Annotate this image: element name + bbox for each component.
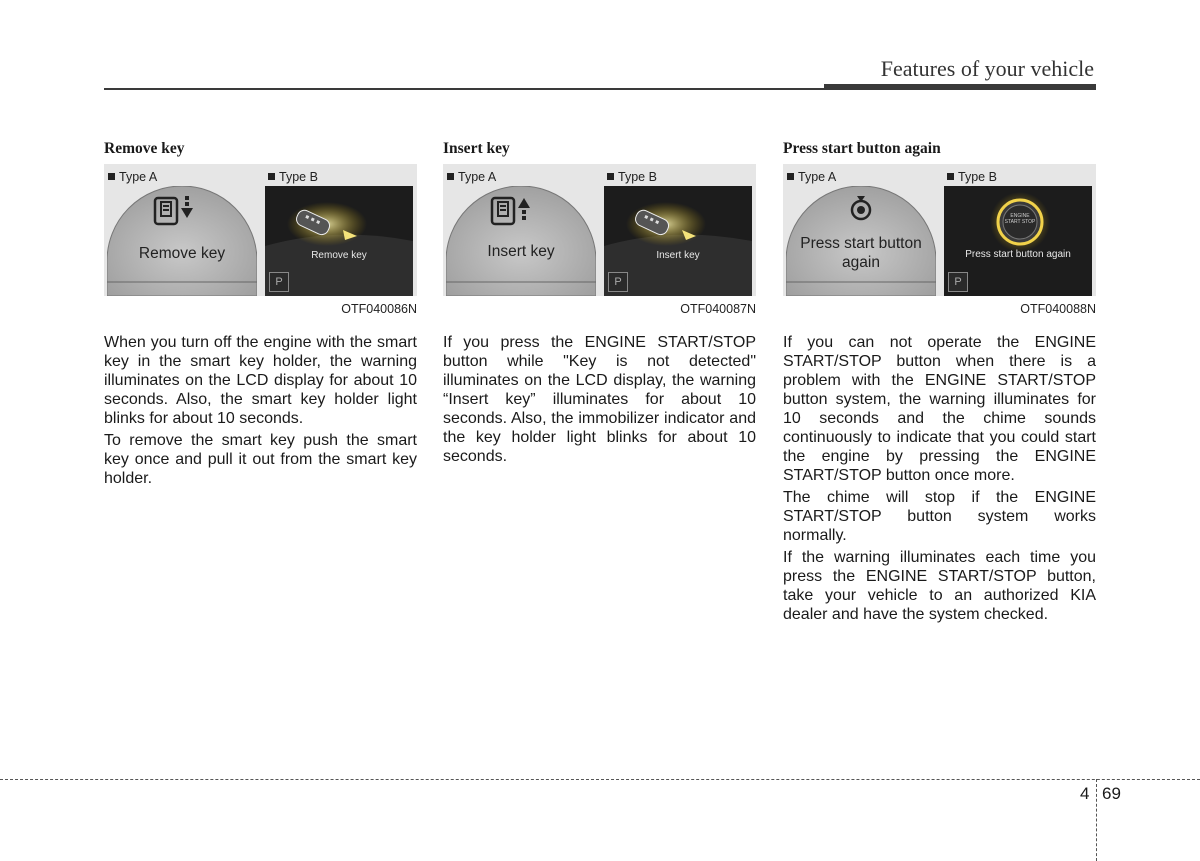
paragraph: If you can not operate the ENGINE START/STOP button when there is a problem with the ENGINE START/STOP button system, the warning illuminates for 10 seconds and the chime sounds continuously to indicate that you could start the engine by pressing the ENGINE START/STOP button once more. bbox=[783, 334, 1096, 484]
figure-code: OTF040086N bbox=[341, 302, 417, 316]
footer-divider bbox=[1096, 779, 1097, 861]
figure-press-start-again bbox=[783, 164, 1096, 319]
type-b-label: Type B bbox=[268, 170, 318, 184]
lcd-message: Insert key bbox=[656, 250, 700, 261]
display-mode-icon: P bbox=[269, 272, 289, 292]
lcd-message: Insert key bbox=[487, 243, 555, 260]
figure-remove-key bbox=[104, 164, 417, 319]
lcd-type-b-panel bbox=[604, 186, 752, 296]
display-mode-icon: P bbox=[608, 272, 628, 292]
type-a-label: Type A bbox=[447, 170, 496, 184]
page-header-title: Features of your vehicle bbox=[880, 56, 1094, 81]
figure-insert-key bbox=[443, 164, 756, 319]
section-remove-key bbox=[104, 140, 417, 488]
paragraph: To remove the smart key push the smart key once and pull it out from the smart key holder. bbox=[104, 432, 417, 487]
lcd-type-a-panel bbox=[786, 186, 936, 296]
section-press-start-button-again bbox=[783, 140, 1096, 624]
chapter-number: 4 bbox=[1080, 784, 1090, 803]
type-b-label: Type B bbox=[607, 170, 657, 184]
lcd-type-b-panel bbox=[265, 186, 413, 296]
section-title: Remove key bbox=[104, 140, 185, 157]
lcd-message: Remove key bbox=[138, 245, 226, 262]
paragraph: The chime will stop if the ENGINE START/STOP button system works normally. bbox=[783, 489, 1096, 544]
section-title: Press start button again bbox=[783, 140, 941, 157]
figure-code: OTF040087N bbox=[680, 302, 756, 316]
lcd-type-a-panel bbox=[107, 186, 257, 296]
lcd-message: Press start button again bbox=[800, 235, 922, 271]
section-insert-key bbox=[443, 140, 756, 466]
paragraph: When you turn off the engine with the smart key in the smart key holder, the warning illuminates on the LCD display for about 10 seconds. Also, the smart key holder light blinks for about 10 seconds. bbox=[104, 334, 417, 427]
start-stop-button-text: ENGINE START STOP bbox=[1004, 213, 1036, 225]
type-a-label: Type A bbox=[108, 170, 157, 184]
lcd-type-b-panel bbox=[944, 186, 1092, 296]
paragraph: If you press the ENGINE START/STOP button while "Key is not detected" illuminates on the LCD display, the warning “Insert key” illuminates for about 10 seconds. Also, the immobilizer indicator and the key holder light blinks for about 10 seconds. bbox=[443, 334, 756, 465]
page-number: 69 bbox=[1102, 784, 1121, 803]
header-rule-accent bbox=[824, 84, 1096, 90]
paragraph: If the warning illuminates each time you press the ENGINE START/STOP button, take your vehicle to an authorized KIA dealer and have the system checked. bbox=[783, 549, 1096, 623]
footer-rule bbox=[0, 779, 1200, 780]
lcd-message: Press start button again bbox=[965, 249, 1071, 260]
type-b-label: Type B bbox=[947, 170, 997, 184]
figure-code: OTF040088N bbox=[1020, 302, 1096, 316]
display-mode-icon: P bbox=[948, 272, 968, 292]
type-a-label: Type A bbox=[787, 170, 836, 184]
lcd-message: Remove key bbox=[311, 250, 367, 261]
lcd-type-a-panel bbox=[446, 186, 596, 296]
section-title: Insert key bbox=[443, 140, 510, 157]
